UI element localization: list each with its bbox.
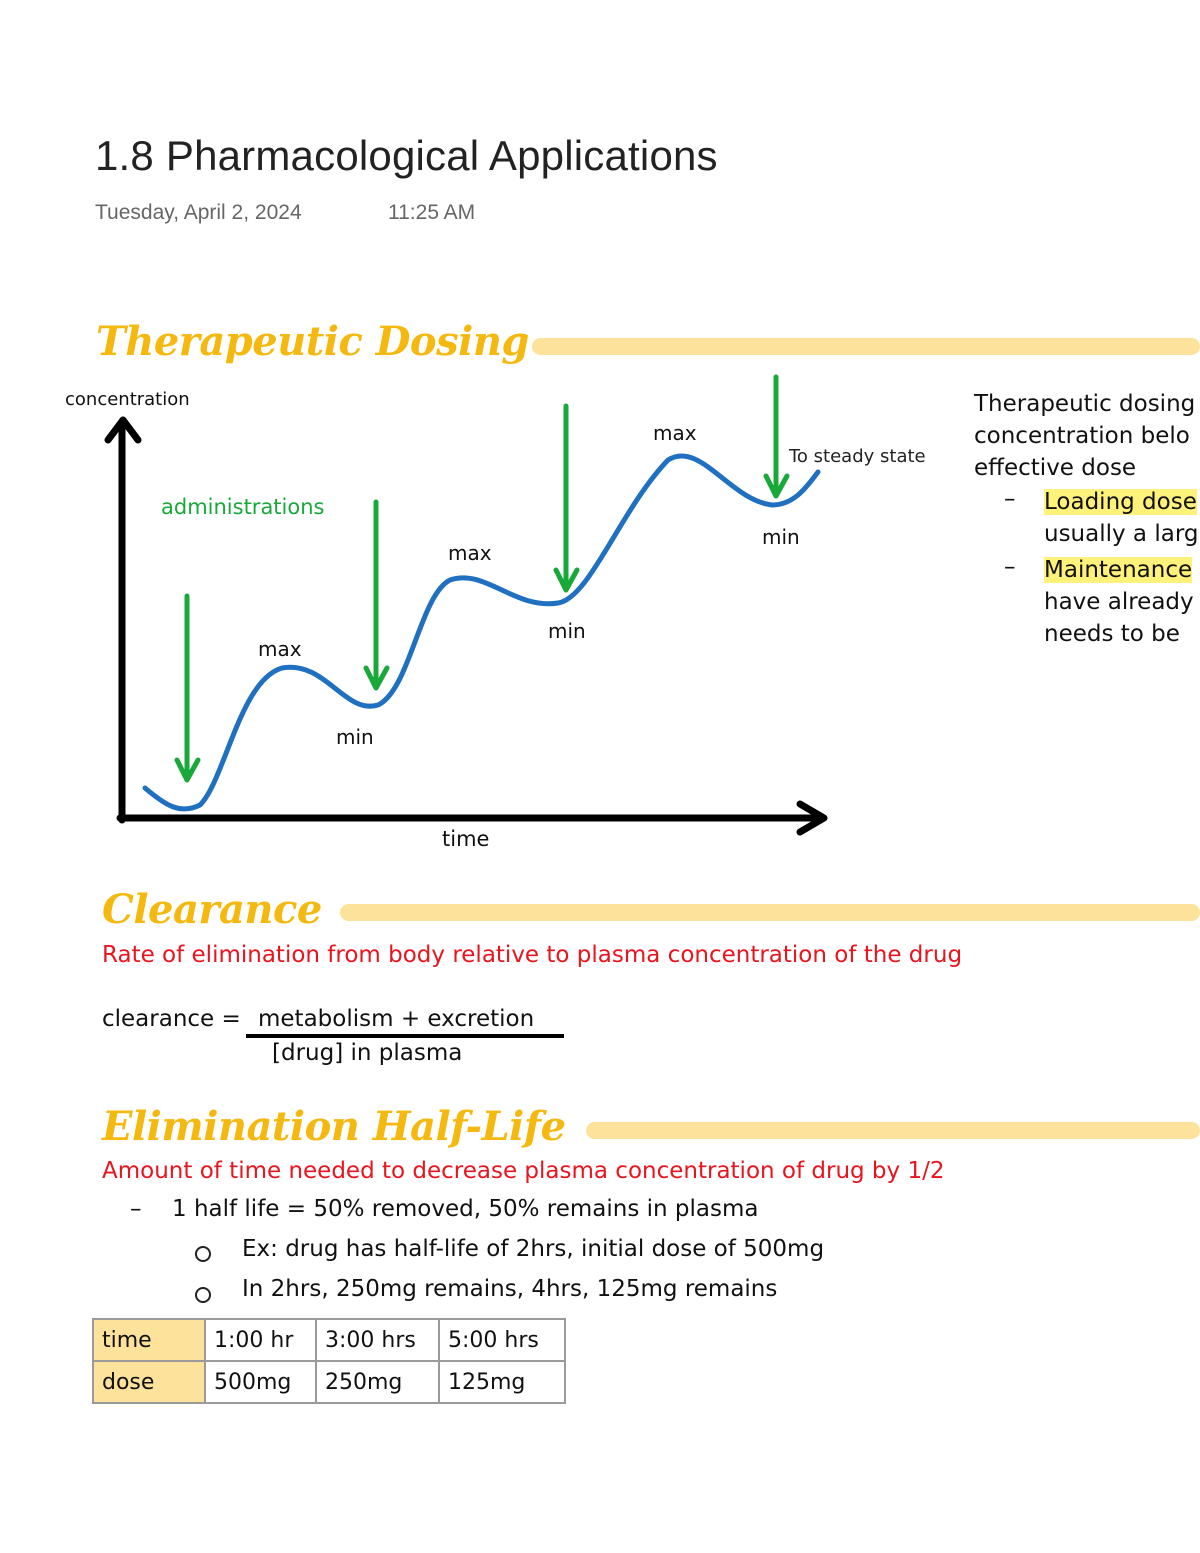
dosing-diagram [0,360,960,860]
table-cell: 1:00 hr [205,1319,316,1361]
halflife-heading-bar [586,1122,1200,1139]
page-title: 1.8 Pharmacological Applications [95,132,718,179]
clearance-denominator: [drug] in plasma [272,1040,463,1066]
steady-state-label: To steady state [789,446,926,467]
therapeutic-notes [974,388,1195,484]
y-axis-label: concentration [65,389,190,410]
table-cell: 125mg [439,1361,565,1403]
page-time: 11:25 AM [388,201,476,224]
notes-line-1: Therapeutic dosing [974,391,1196,417]
table-cell: 250mg [316,1361,439,1403]
peak-label-2: max [448,541,492,565]
loading-dose-highlight: Loading dose [1044,489,1197,515]
clearance-definition: Rate of elimination from body relative to plasma concentration of the drug [102,942,963,968]
bullet-dash-2: – [1004,554,1016,580]
notes-line-3: effective dose [974,455,1137,481]
trough-label-1: min [336,725,374,749]
notes-line-2: concentration belo [974,423,1190,449]
clearance-formula-lhs: clearance = [102,1006,241,1032]
halflife-sub-bullet-2: In 2hrs, 250mg remains, 4hrs, 125mg remains [242,1276,778,1302]
table-row-header-time: time [93,1319,205,1361]
table-row [93,1319,565,1361]
maintenance-highlight: Maintenance [1044,557,1193,583]
peak-label-1: max [258,637,302,661]
maintenance-note [1044,554,1194,650]
trough-label-2: min [548,619,586,643]
maintenance-line-2: have already [1044,589,1194,615]
administrations-label: administrations [161,495,325,519]
halflife-table [92,1318,566,1404]
peak-label-3: max [653,421,697,445]
table-cell: 5:00 hrs [439,1319,565,1361]
clearance-heading: Clearance [102,886,322,933]
halflife-heading: Elimination Half-Life [102,1103,566,1150]
bullet-dash-1: – [1004,486,1016,512]
x-axis-label: time [442,827,490,851]
trough-label-3: min [762,525,800,549]
therapeutic-heading-bar [532,338,1200,355]
halflife-definition: Amount of time needed to decrease plasma concentration of drug by 1/2 [102,1158,945,1184]
sub-bullet-ring-1 [195,1243,211,1262]
clearance-heading-bar [340,904,1200,921]
halflife-bullet: 1 half life = 50% removed, 50% remains in plasma [172,1196,759,1222]
page-date: Tuesday, April 2, 2024 [95,201,302,224]
maintenance-line-3: needs to be [1044,621,1180,647]
clearance-numerator: metabolism + excretion [258,1006,535,1032]
fraction-bar [246,1034,564,1038]
halflife-sub-bullet-1: Ex: drug has half-life of 2hrs, initial dose of 500mg [242,1236,825,1262]
table-row-header-dose: dose [93,1361,205,1403]
therapeutic-heading: Therapeutic Dosing [96,318,529,365]
sub-bullet-ring-2 [195,1284,211,1303]
table-cell: 3:00 hrs [316,1319,439,1361]
halflife-bullet-dash: – [130,1196,142,1222]
table-row [93,1361,565,1403]
loading-dose-line-2: usually a larg [1044,521,1199,547]
table-cell: 500mg [205,1361,316,1403]
loading-dose-note [1044,486,1198,550]
